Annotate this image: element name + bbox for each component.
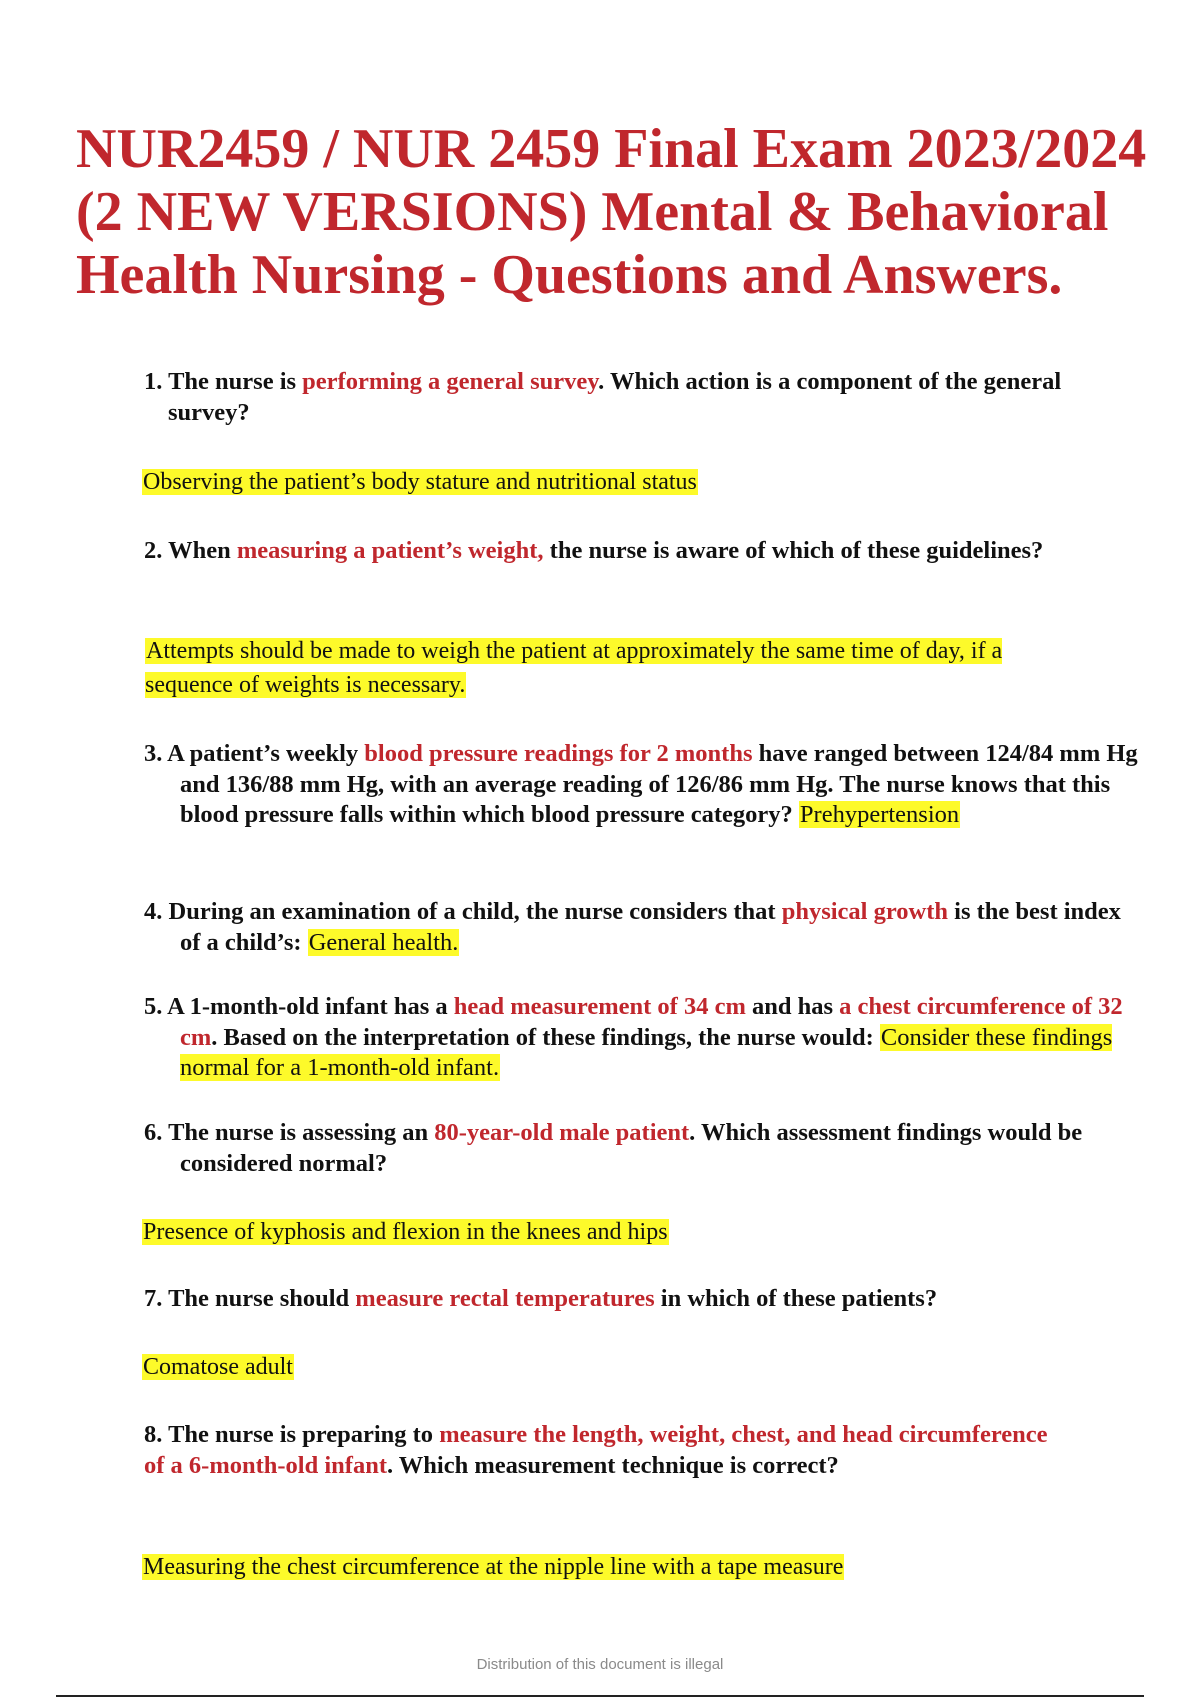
answer-highlight: Observing the patient’s body stature and nutritional status (143, 469, 697, 495)
question-6 (144, 1118, 1138, 1179)
question-number: 3. (144, 740, 168, 767)
question-4 (144, 897, 1138, 958)
question-text: and has (745, 993, 840, 1020)
answer-1 (142, 465, 1092, 499)
question-text: the nurse is aware of which of these guidelines? (543, 537, 1044, 564)
answer-highlight: Attempts should be made to weigh the patient at approximately the same time of day, if a sequence of weights is necessary. (145, 638, 1003, 698)
question-keyphrase: head measurement of 34 cm (453, 993, 746, 1020)
question-number: 6. (144, 1119, 169, 1146)
question-keyphrase: 80-year-old male patient (434, 1119, 690, 1146)
question-number: 2. (144, 537, 169, 564)
answer-highlight: Prehypertension (799, 801, 960, 828)
question-number: 1. (144, 368, 169, 395)
question-text: A 1-month-old infant has a (167, 993, 454, 1020)
question-number: 5. (144, 993, 168, 1020)
answer-highlight: Consider these findings normal for a 1-month-old infant. (180, 1023, 1113, 1081)
question-text: . Which action is a component of the general survey? (168, 368, 1062, 426)
question-keyphrase: measuring a patient’s weight, (236, 537, 544, 564)
question-7 (144, 1284, 1138, 1315)
question-number: 7. (144, 1285, 169, 1312)
document-title: NUR2459 / NUR 2459 Final Exam 2023/2024 (2 NEW VERSIONS) Mental & Behavioral Health Nursing - Questions and Answers. (76, 118, 1147, 306)
question-text: in which of these patients? (654, 1285, 938, 1312)
question-text: . Which measurement technique is correct? (386, 1451, 839, 1479)
question-1 (144, 367, 1118, 428)
answer-6 (142, 1215, 1092, 1249)
question-3 (144, 739, 1138, 831)
question-keyphrase: a chest circumference of 32 cm (180, 993, 1123, 1051)
question-text: When (168, 537, 237, 564)
question-keyphrase: measure rectal temperatures (355, 1285, 655, 1312)
page-divider (56, 1695, 1144, 1697)
question-keyphrase: blood pressure readings for 2 months (364, 740, 753, 767)
question-8 (144, 1420, 1074, 1481)
answer-highlight: General health. (308, 928, 459, 956)
answer-highlight: Comatose adult (143, 1354, 293, 1380)
question-text: . Which assessment findings would be considered normal? (180, 1119, 1083, 1177)
question-keyphrase: physical growth (781, 898, 949, 925)
question-text: During an examination of a child, the nurse considers that (168, 898, 782, 925)
answer-7 (142, 1350, 1092, 1384)
question-2 (144, 536, 1044, 567)
question-number: 8. (144, 1421, 169, 1448)
question-keyphrase: measure the length, weight, chest, and head circumference of a 6-month-old infant (144, 1421, 1048, 1479)
question-keyphrase: performing a general survey (302, 368, 599, 395)
question-text: The nurse should (168, 1285, 356, 1312)
answer-2 (145, 634, 1095, 702)
question-text: The nurse is preparing to (168, 1421, 440, 1448)
answer-highlight: Presence of kyphosis and flexion in the knees and hips (143, 1219, 668, 1245)
answer-8 (142, 1550, 1092, 1584)
answer-highlight: Measuring the chest circumference at the nipple line with a tape measure (143, 1554, 844, 1580)
question-text: have ranged between 124/84 mm Hg and 136/88 mm Hg, with an average reading of 126/86 mm Hg. The nurse knows that this blood pressure falls within which blood pressure category? (180, 740, 1138, 828)
footer-notice: Distribution of this document is illegal (476, 1656, 724, 1673)
question-text: A patient’s weekly (167, 740, 365, 767)
question-text: The nurse is (168, 368, 303, 395)
question-text: . Based on the interpretation of these findings, the nurse would: (211, 1023, 880, 1051)
question-number: 4. (144, 898, 169, 925)
question-text: is the best index of a child’s: (180, 898, 1121, 956)
question-text: The nurse is assessing an (168, 1119, 435, 1146)
question-5 (144, 992, 1138, 1084)
